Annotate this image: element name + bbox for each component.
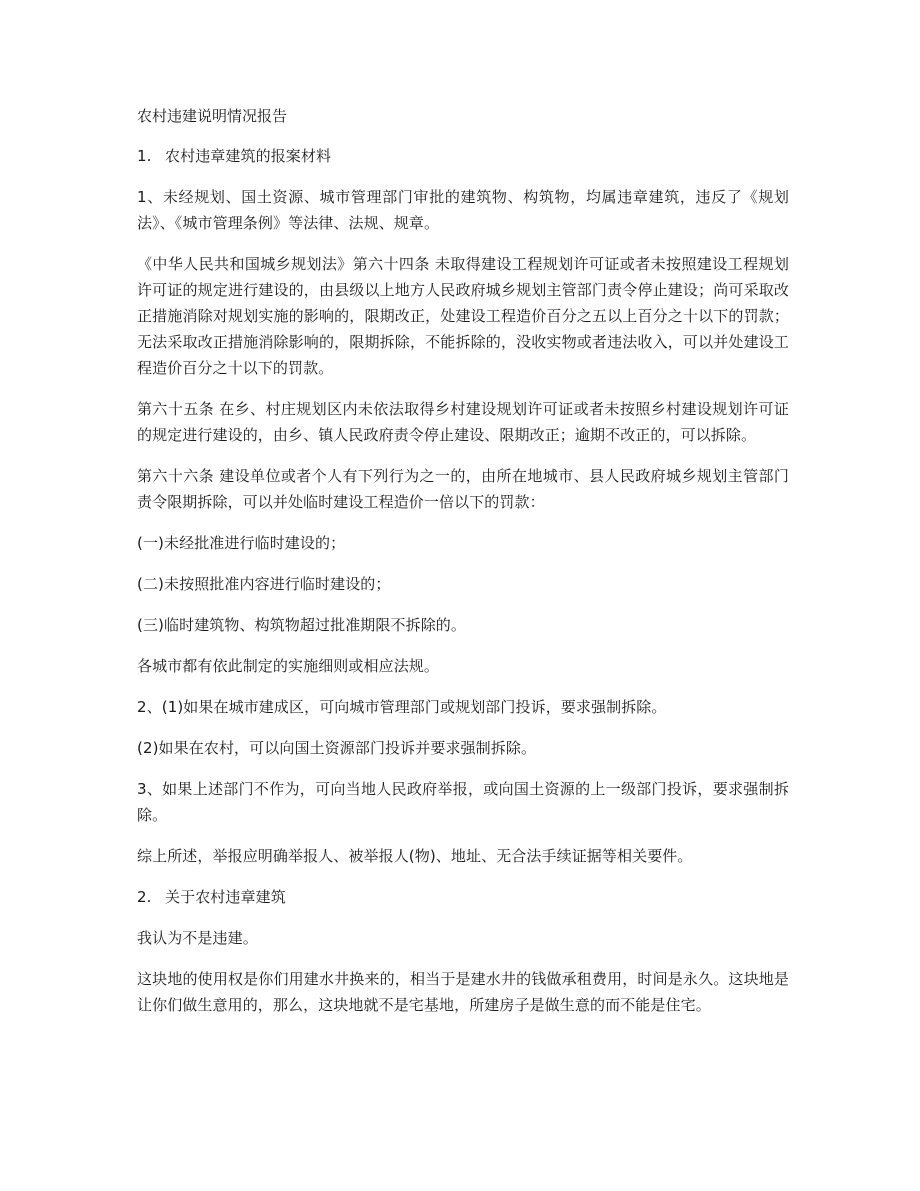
paragraph: 3、如果上述部门不作为，可向当地人民政府举报，或向国土资源的上一级部门投诉，要求强制拆除。 bbox=[137, 780, 789, 824]
document-title: 农村违建说明情况报告 bbox=[137, 107, 288, 125]
paragraph: 2、(1)如果在城市建成区，可向城市管理部门或规划部门投诉，要求强制拆除。 bbox=[137, 698, 667, 716]
section-number: 2. bbox=[137, 888, 152, 906]
paragraph: 《中华人民共和国城乡规划法》第六十四条 未取得建设工程规划许可证或者未按照建设工程规划许可证的规定进行建设的，由县级以上地方人民政府城乡规划主管部门责令停止建设；尚可采取改正措施消除对规划实施的影响的，限期改正，处建设工程造价百分之五以上百分之十以下的罚款；无法采取改正措施消除影响的，限期拆除，不能拆除的，没收实物或者违法收入，可以并处建设工程造价百分之十以下的罚款。 bbox=[137, 255, 789, 377]
section-number: 1. bbox=[137, 147, 152, 165]
section-heading-text: 关于农村违章建筑 bbox=[165, 888, 286, 906]
paragraph: 综上所述，举报应明确举报人、被举报人(物)、地址、无合法手续证据等相关要件。 bbox=[137, 847, 693, 865]
paragraph: 第六十五条 在乡、村庄规划区内未依法取得乡村建设规划许可证或者未按照乡村建设规划许可证的规定进行建设的，由乡、镇人民政府责令停止建设、限期改正；逾期不改正的，可以拆除。 bbox=[137, 400, 789, 444]
paragraph: 第六十六条 建设单位或者个人有下列行为之一的，由所在地城市、县人民政府城乡规划主管部门责令限期拆除，可以并处临时建设工程造价一倍以下的罚款： bbox=[137, 467, 789, 511]
document-page bbox=[137, 103, 789, 1033]
paragraph: 我认为不是违建。 bbox=[137, 929, 258, 947]
section-heading-1 bbox=[137, 143, 789, 169]
paragraph: 这块地的使用权是你们用建水井换来的，相当于是建水井的钱做承租费用，时间是永久。这块地是让你们做生意用的，那么，这块地就不是宅基地，所建房子是做生意的而不能是住宅。 bbox=[137, 970, 789, 1014]
section-heading-2 bbox=[137, 884, 789, 910]
paragraph: 各城市都有依此制定的实施细则或相应法规。 bbox=[137, 657, 440, 675]
list-item: (二)未按照批准内容进行临时建设的； bbox=[137, 575, 391, 593]
list-item: (三)临时建筑物、构筑物超过批准期限不拆除的。 bbox=[137, 616, 467, 634]
list-item: (一)未经批准进行临时建设的； bbox=[137, 534, 346, 552]
paragraph: 1、未经规划、国土资源、城市管理部门审批的建筑物、构筑物，均属违章建筑，违反了《规划法》、《城市管理条例》等法律、法规、规章。 bbox=[137, 188, 789, 232]
section-heading-text: 农村违章建筑的报案材料 bbox=[165, 147, 332, 165]
paragraph: (2)如果在农村，可以向国土资源部门投诉并要求强制拆除。 bbox=[137, 739, 537, 757]
